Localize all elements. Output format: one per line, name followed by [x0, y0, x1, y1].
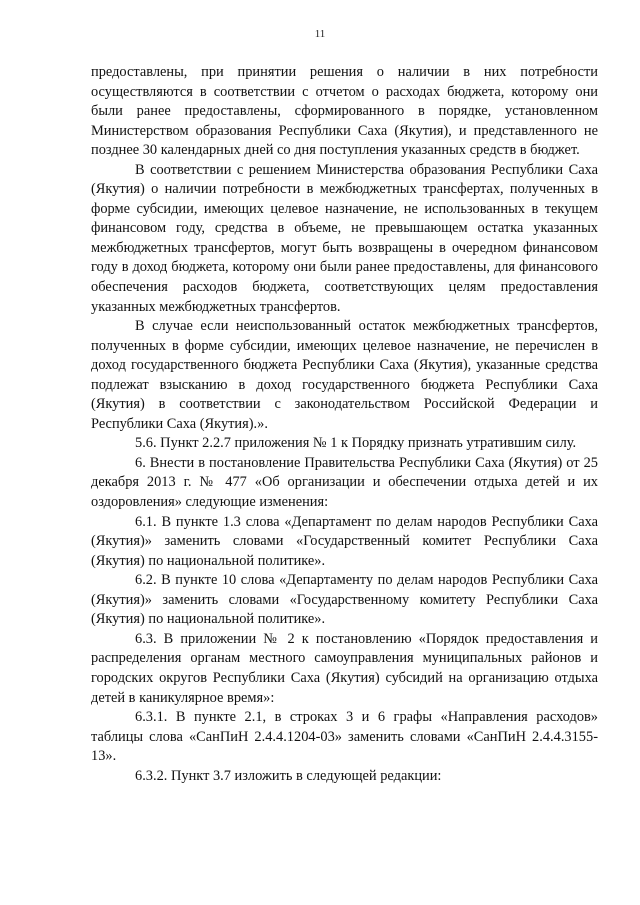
paragraph-6-3: 6.3. В приложении № 2 к постановлению «Порядок предоставления и распределения органам местного самоуправления муниципальных районов и городских округов Республики Саха (Якутия) субсидий на организацию отдыха детей в каникулярное время»:	[91, 630, 598, 706]
paragraph-continuation: предоставлены, при принятии решения о наличии в них потребности осуществляются в соответствии с отчетом о расходах бюджета, которому они были ранее предоставлены, сформированного в порядке, установленном Министерством образования Республики Саха (Якутия), и представленного не позднее 30 календарных дней со дня поступления указанных средств в бюджет.	[91, 64, 598, 159]
paragraph-unused-balance: В случае если неиспользованный остаток межбюджетных трансфертов, полученных в форме субсидии, имеющих целевое назначение, не перечислен в доход государственного бюджета Республики Саха (Якутия), указанные средства подлежат взысканию в доход государственного бюджета Республики Саха (Якутия) в соответствии с законодательством Российской Федерации и Республики Саха (Якутия).».	[91, 318, 598, 432]
page-number: 11	[314, 28, 326, 40]
paragraph-ministry-decision: В соответствии с решением Министерства образования Республики Саха (Якутия) о наличии потребности в межбюджетных трансфертах, полученных в форме субсидии, имеющих целевое назначение, не использованных в текущем финансовом году, средства в объеме, не превышающем остатка указанных межбюджетных трансфертов, могут быть возвращены в очередном финансовом году в доход бюджета, которому они были ранее предоставлены, для финансового обеспечения расходов бюджета, соответствующих целям предоставления указанных межбюджетных трансфертов.	[91, 161, 598, 315]
paragraph-6-3-1: 6.3.1. В пункте 2.1, в строках 3 и 6 графы «Направления расходов» таблицы слова «СанПиН 2.4.4.1204-03» заменить словами «СанПиН 2.4.4.3155-13».	[91, 709, 598, 765]
document-body	[91, 63, 598, 786]
paragraph-6-3-2: 6.3.2. Пункт 3.7 изложить в следующей редакции:	[135, 767, 442, 784]
paragraph-6-1: 6.1. В пункте 1.3 слова «Департамент по делам народов Республики Саха (Якутия)» заменить словами «Государственный комитет Республики Саха (Якутия) по национальной политике».	[91, 513, 598, 569]
paragraph-6-2: 6.2. В пункте 10 слова «Департаменту по делам народов Республики Саха (Якутия)» заменить словами «Государственному комитету Республики Саха (Якутия) по национальной политике».	[91, 572, 598, 628]
paragraph-6: 6. Внести в постановление Правительства Республики Саха (Якутия) от 25 декабря 2013 г. № 477 «Об организации и обеспечении отдыха детей и их оздоровления» следующие изменения:	[91, 454, 598, 511]
paragraph-5-6: 5.6. Пункт 2.2.7 приложения № 1 к Порядку признать утратившим силу.	[135, 435, 577, 452]
